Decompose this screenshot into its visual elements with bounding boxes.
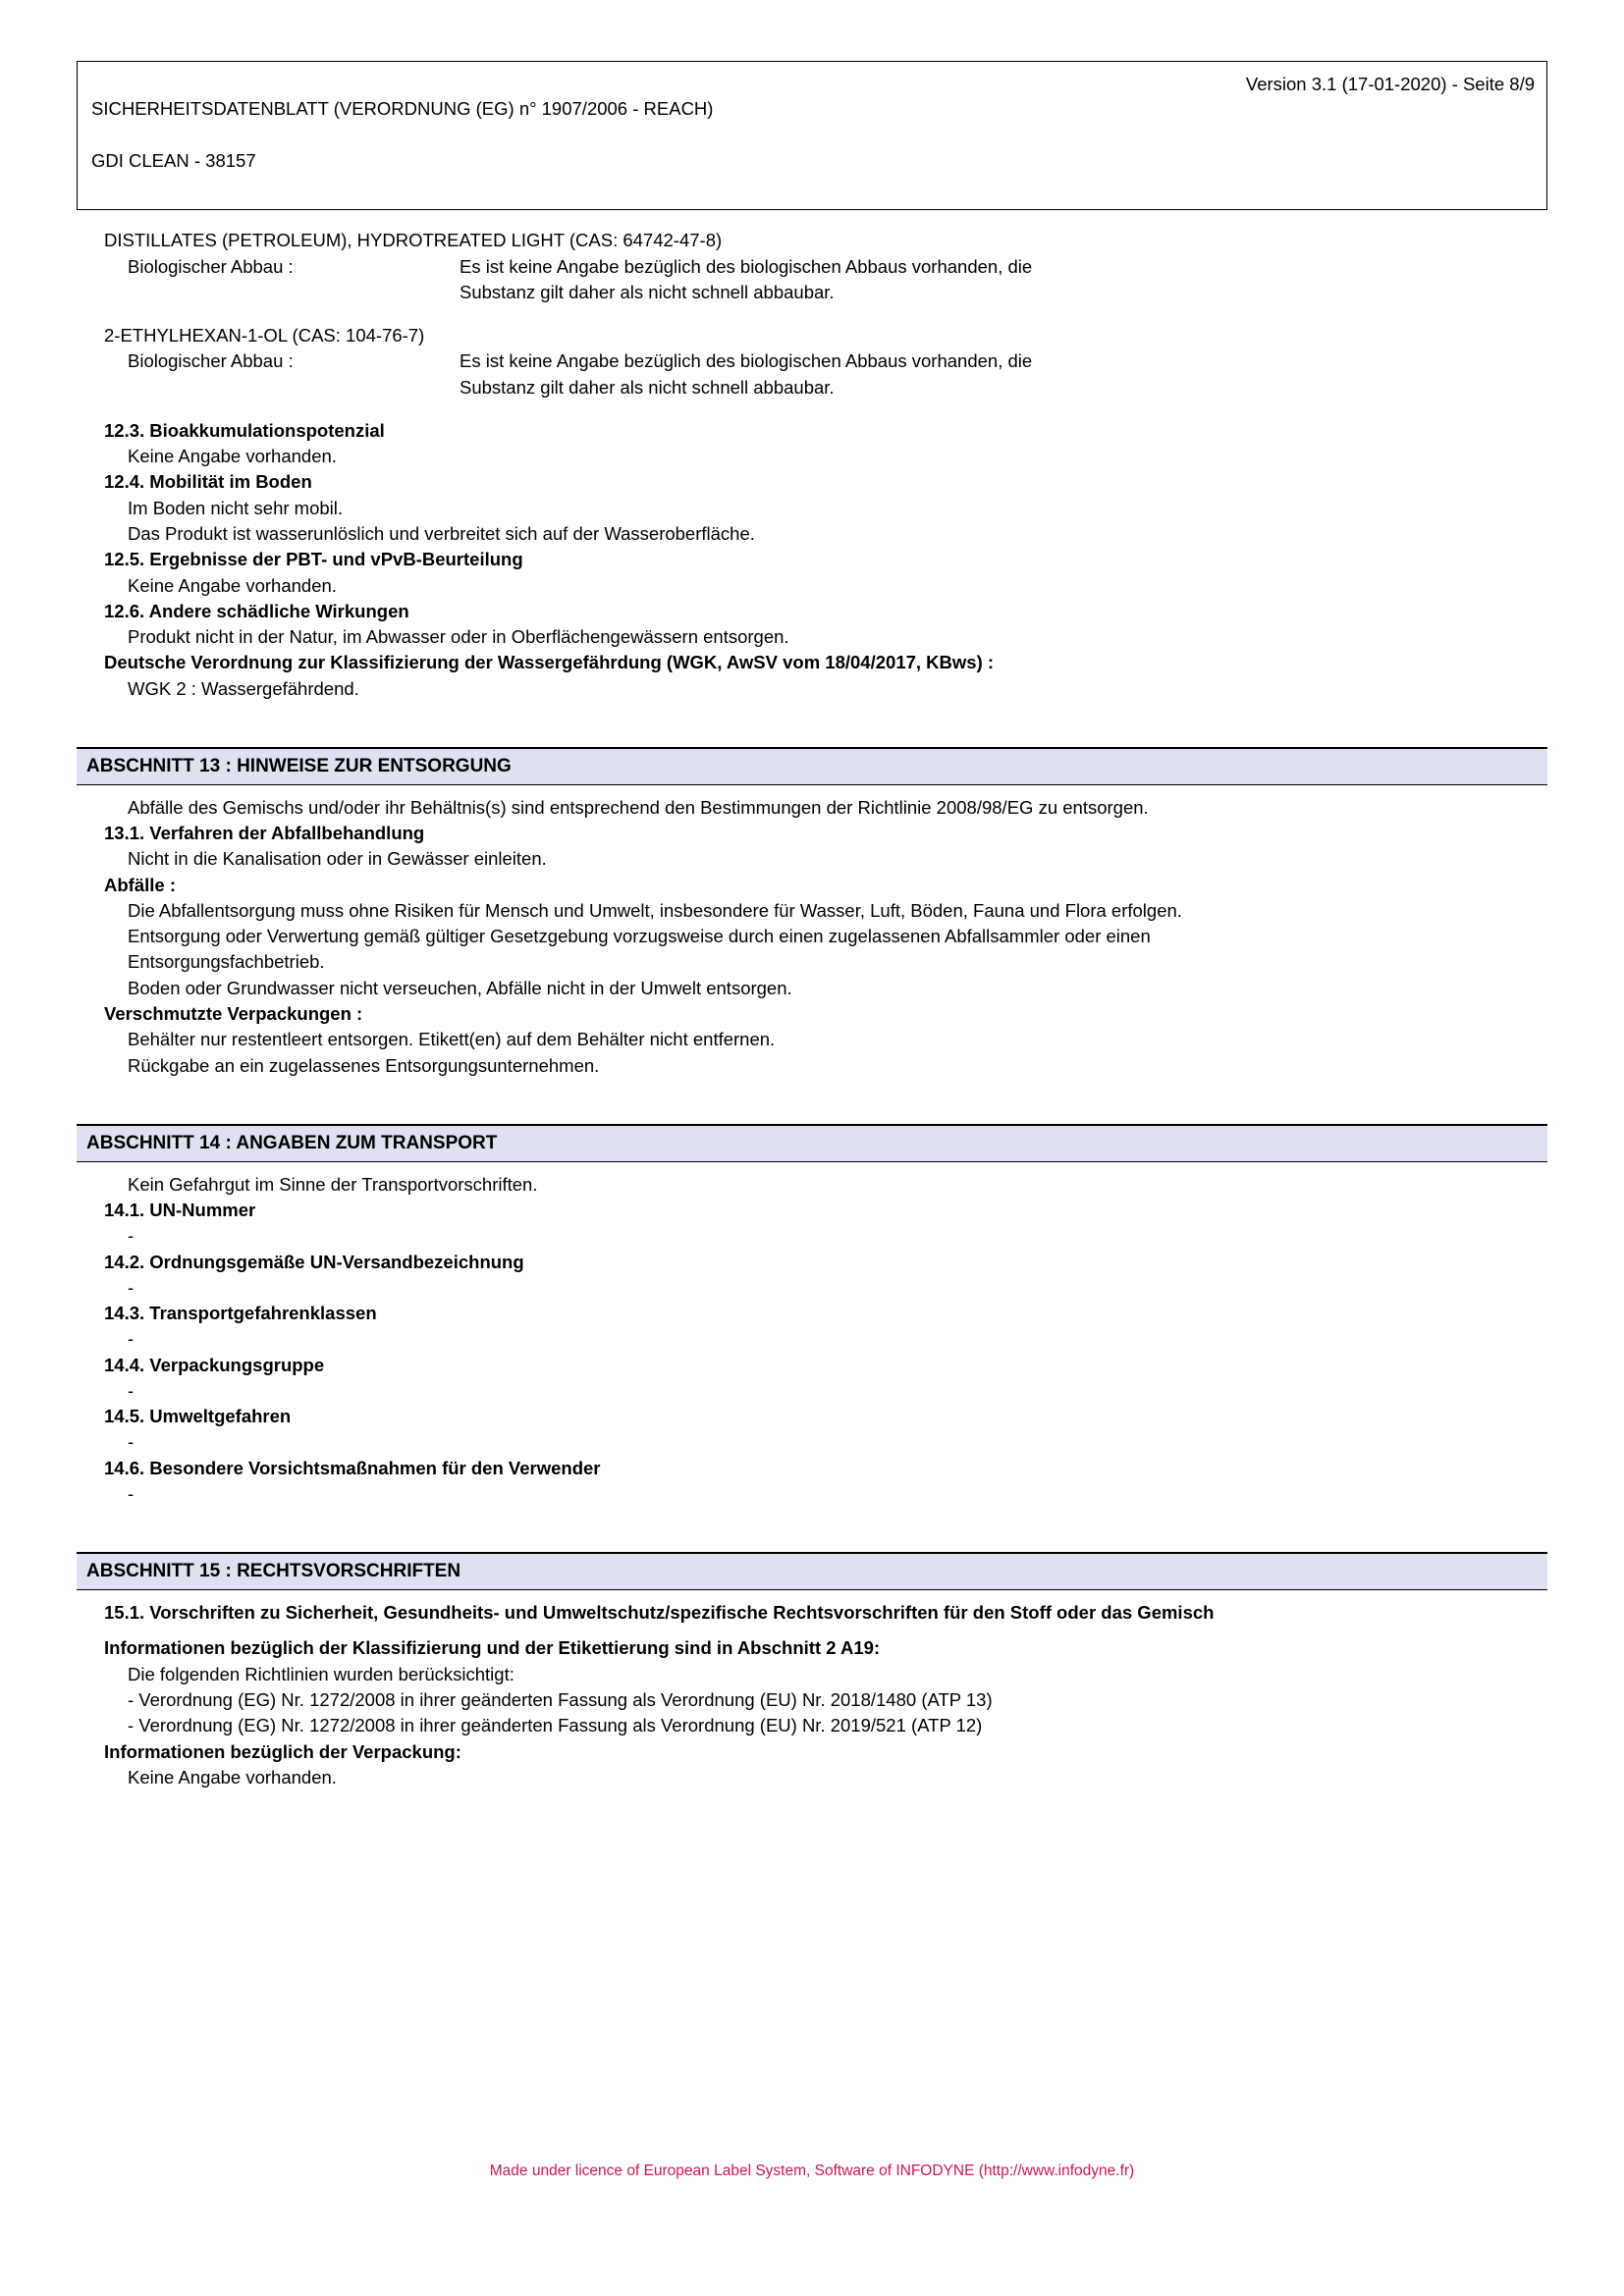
- subsection-text: - Verordnung (EG) Nr. 1272/2008 in ihrer geänderten Fassung als Verordnung (EU) Nr. 2019/521 (ATP 12): [128, 1715, 983, 1736]
- subsection-heading-12-6: 12.6. Andere schädliche Wirkungen: [104, 600, 409, 621]
- substance-value-line: Es ist keine Angabe bezüglich des biologischen Abbaus vorhanden, die: [460, 350, 1033, 372]
- subsection-heading-14-5: 14.5. Umweltgefahren: [104, 1406, 292, 1427]
- document-header: [77, 61, 1547, 210]
- section-13-intro: Abfälle des Gemischs und/oder ihr Behältnis(s) sind entsprechend den Bestimmungen der Richtlinie 2008/98/EG zu entsorgen.: [128, 796, 1149, 818]
- subsection-heading-packaging: Informationen bezüglich der Verpackung:: [104, 1740, 461, 1762]
- subsection-heading-14-3: 14.3. Transportgefahrenklassen: [104, 1303, 377, 1324]
- substance-property-row: [77, 348, 1547, 400]
- header-product-line: GDI CLEAN - 38157: [91, 149, 256, 171]
- subsection-text: Keine Angabe vorhanden.: [128, 446, 337, 467]
- subsection-text: Rückgabe an ein zugelassenes Entsorgungsunternehmen.: [128, 1054, 600, 1076]
- header-version-page: Version 3.1 (17-01-2020) - Seite 8/9: [1245, 74, 1535, 94]
- subsection-text: -: [128, 1328, 135, 1350]
- section-14-intro: Kein Gefahrgut im Sinne der Transportvorschriften.: [128, 1173, 538, 1195]
- subsection-text: Entsorgung oder Verwertung gemäß gültiger Gesetzgebung vorzugsweise durch einen zugelassenen Abfallsammler oder einen: [128, 926, 1151, 947]
- substance-name: DISTILLATES (PETROLEUM), HYDROTREATED LIGHT (CAS: 64742-47-8): [104, 230, 723, 251]
- substance-property-label: Biologischer Abbau :: [128, 255, 294, 277]
- subsection-heading-12-3: 12.3. Bioakkumulationspotenzial: [104, 419, 385, 441]
- subsection-heading-12-4: 12.4. Mobilität im Boden: [104, 471, 312, 493]
- substance-value-line: Substanz gilt daher als nicht schnell abbaubar.: [460, 281, 835, 302]
- substance-value-line: Substanz gilt daher als nicht schnell abbaubar.: [460, 376, 835, 398]
- subsection-text: -: [128, 1225, 135, 1247]
- subsection-text: -: [128, 1276, 135, 1298]
- document-footer: Made under licence of European Label System, Software of INFODYNE (http://www.infodyne.fr): [489, 2163, 1135, 2179]
- subsection-text: Nicht in die Kanalisation oder in Gewässer einleiten.: [128, 848, 547, 870]
- section-banner-15: ABSCHNITT 15 : RECHTSVORSCHRIFTEN: [77, 1552, 1547, 1590]
- substance-property-row: [77, 254, 1547, 306]
- subsection-text: - Verordnung (EG) Nr. 1272/2008 in ihrer geänderten Fassung als Verordnung (EU) Nr. 2018/1480 (ATP 13): [128, 1689, 993, 1711]
- substance-property-label: Biologischer Abbau :: [128, 350, 294, 372]
- subsection-heading-classification: Informationen bezüglich der Klassifizierung und der Etikettierung sind in Abschnitt 2 A19:: [104, 1637, 881, 1659]
- subsection-heading-15-1: 15.1. Vorschriften zu Sicherheit, Gesundheits- und Umweltschutz/spezifische Rechtsvorschriften für den Stoff oder das Gemisch: [104, 1602, 1215, 1624]
- substance-block: [77, 228, 1547, 305]
- subsection-heading-wgk: Deutsche Verordnung zur Klassifizierung der Wassergefährdung (WGK, AwSV vom 18/04/2017, KBws) :: [104, 652, 995, 673]
- header-left-block: [91, 71, 713, 199]
- subsection-text: Produkt nicht in der Natur, im Abwasser oder in Oberflächengewässern entsorgen.: [128, 626, 789, 648]
- subsection-heading-verpackungen: Verschmutzte Verpackungen :: [104, 1002, 363, 1024]
- subsection-heading-abfaelle: Abfälle :: [104, 874, 176, 895]
- section-banner-14: ABSCHNITT 14 : ANGABEN ZUM TRANSPORT: [77, 1124, 1547, 1162]
- subsection-text: -: [128, 1431, 135, 1453]
- subsection-text: Das Produkt ist wasserunlöslich und verbreitet sich auf der Wasseroberfläche.: [128, 522, 755, 544]
- section-12-items: [77, 418, 1547, 702]
- section-banner-13: ABSCHNITT 13 : HINWEISE ZUR ENTSORGUNG: [77, 747, 1547, 785]
- document-body: [77, 210, 1547, 1790]
- substance-property-value: [460, 254, 1547, 306]
- subsection-text: -: [128, 1379, 135, 1401]
- subsection-heading-13-1: 13.1. Verfahren der Abfallbehandlung: [104, 823, 425, 844]
- subsection-text: Entsorgungsfachbetrieb.: [128, 951, 325, 973]
- subsection-text: Im Boden nicht sehr mobil.: [128, 497, 344, 518]
- subsection-text: Boden oder Grundwasser nicht verseuchen, Abfälle nicht in der Umwelt entsorgen.: [128, 977, 792, 998]
- subsection-heading-14-4: 14.4. Verpackungsgruppe: [104, 1354, 325, 1375]
- subsection-text: WGK 2 : Wassergefährdend.: [128, 677, 359, 699]
- subsection-heading-14-1: 14.1. UN-Nummer: [104, 1200, 256, 1221]
- subsection-text: Die folgenden Richtlinien wurden berücksichtigt:: [128, 1663, 514, 1684]
- substance-block: [77, 323, 1547, 400]
- subsection-text: Keine Angabe vorhanden.: [128, 1766, 337, 1788]
- subsection-text: Keine Angabe vorhanden.: [128, 574, 337, 596]
- subsection-heading-14-6: 14.6. Besondere Vorsichtsmaßnahmen für den Verwender: [104, 1457, 601, 1478]
- subsection-heading-12-5: 12.5. Ergebnisse der PBT- und vPvB-Beurteilung: [104, 549, 523, 570]
- subsection-text: Die Abfallentsorgung muss ohne Risiken für Mensch und Umwelt, insbesondere für Wasser, Luft, Böden, Fauna und Flora erfolgen.: [128, 899, 1182, 921]
- subsection-text: Behälter nur restentleert entsorgen. Etikett(en) auf dem Behälter nicht entfernen.: [128, 1029, 776, 1050]
- subsection-text: -: [128, 1482, 135, 1504]
- substance-name: 2-ETHYLHEXAN-1-OL (CAS: 104-76-7): [104, 325, 425, 347]
- substance-property-value: [460, 348, 1547, 400]
- subsection-heading-14-2: 14.2. Ordnungsgemäße UN-Versandbezeichnung: [104, 1251, 524, 1272]
- header-title-line: SICHERHEITSDATENBLATT (VERORDNUNG (EG) n° 1907/2006 - REACH): [91, 98, 714, 120]
- substance-value-line: Es ist keine Angabe bezüglich des biologischen Abbaus vorhanden, die: [460, 255, 1033, 277]
